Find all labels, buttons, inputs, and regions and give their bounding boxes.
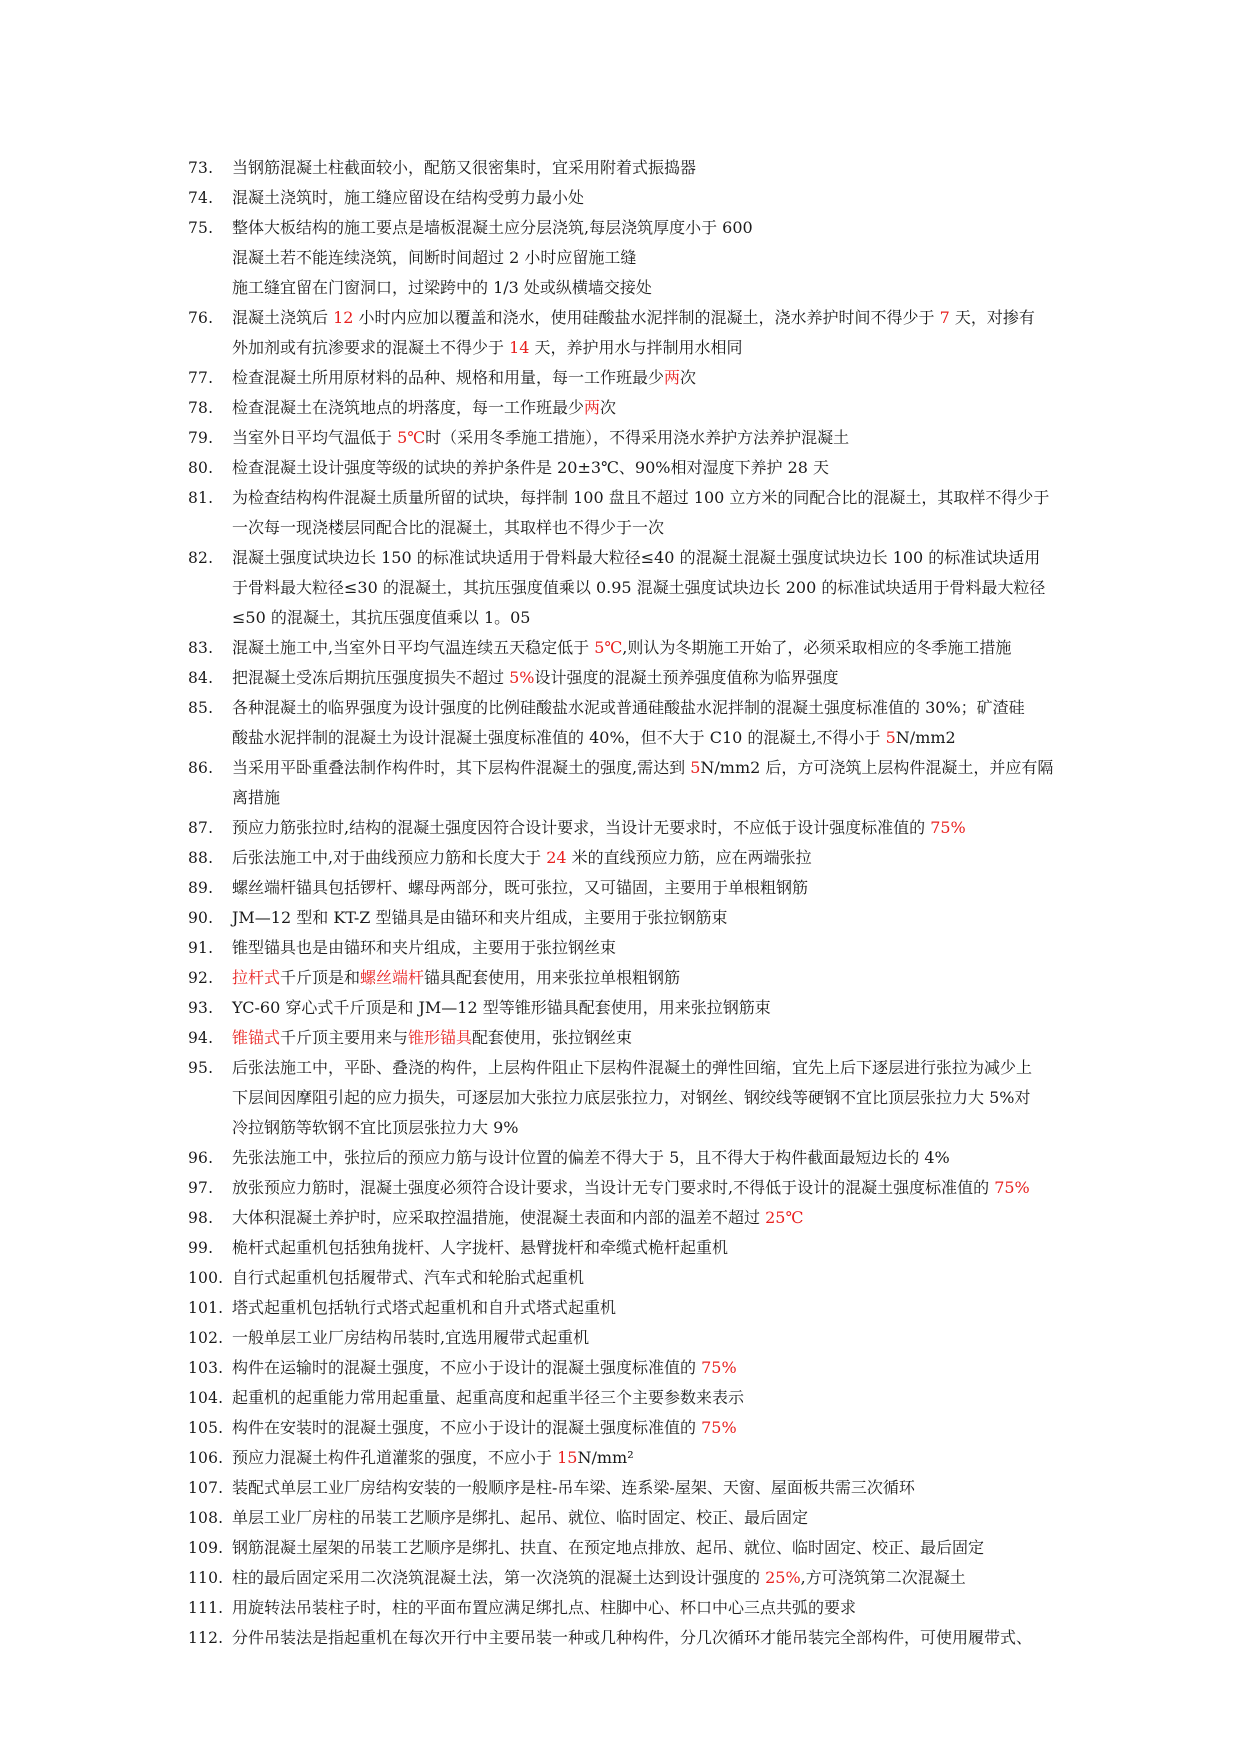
text-segment: 当室外日平均气温低于: [232, 428, 398, 447]
text-segment: 桅杆式起重机包括独角拢杆、人字拢杆、悬臂拢杆和牵缆式桅杆起重机: [232, 1238, 729, 1257]
text-segment: ,则认为冬期施工开始了，必须采取相应的冬季施工措施: [622, 638, 1012, 657]
list-item: [188, 213, 1188, 303]
text-segment: 设计强度的混凝土预养强度值称为临界强度: [534, 668, 839, 687]
list-item: [188, 1533, 1188, 1563]
text-segment: 酸盐水泥拌制的混凝土为设计混凝土强度标准值的 40%，但不大于 C10 的混凝土,不得小于: [232, 728, 886, 747]
text-line: [232, 993, 1188, 1023]
text-line: [232, 693, 1188, 723]
item-text: [232, 1413, 1188, 1443]
list-item: [188, 753, 1188, 813]
highlighted-value: 两: [664, 368, 681, 387]
item-text: [232, 1563, 1188, 1593]
item-number: 75.: [188, 219, 214, 237]
highlighted-value: 锥锚式: [232, 1028, 281, 1047]
item-number: 94.: [188, 1029, 214, 1047]
text-segment: 一般单层工业厂房结构吊装时,宜选用履带式起重机: [232, 1328, 590, 1347]
item-number: 102.: [188, 1329, 224, 1347]
item-number: 107.: [188, 1479, 224, 1497]
list-item: [188, 1293, 1188, 1323]
item-text: [232, 1203, 1188, 1233]
item-text: [232, 1143, 1188, 1173]
text-line: [232, 153, 1188, 183]
text-segment: N/mm2 后，方可浇筑上层构件混凝土，并应有隔: [700, 758, 1054, 777]
text-segment: 千斤顶是和: [280, 968, 361, 987]
text-segment: 先张法施工中，张拉后的预应力筋与设计位置的偏差不得大于 5，且不得大于构件截面最短边长的 4%: [232, 1148, 950, 1167]
text-line: [232, 303, 1188, 333]
list-item: [188, 1413, 1188, 1443]
text-line: [232, 213, 1188, 243]
text-segment: 下层间因摩阻引起的应力损失，可逐层加大张拉力底层张拉力，对钢丝、钢绞线等硬钢不宜比顶层张拉力大 5%对: [232, 1088, 1031, 1107]
text-segment: 检查混凝土在浇筑地点的坍落度，每一工作班最少: [232, 398, 585, 417]
item-number: 88.: [188, 849, 214, 867]
text-segment: 于骨料最大粒径≤30 的混凝土，其抗压强度值乘以 0.95 混凝土强度试块边长 200 的标准试块适用于骨料最大粒径: [232, 578, 1046, 597]
highlighted-value: 5℃: [594, 638, 623, 657]
text-segment: YC-60 穿心式千斤顶是和 JM—12 型等锥形锚具配套使用，用来张拉钢筋束: [232, 998, 771, 1017]
text-segment: 预应力混凝土构件孔道灌浆的强度，不应小于: [232, 1448, 558, 1467]
item-text: [232, 1293, 1188, 1323]
text-segment: 预应力筋张拉时,结构的混凝土强度因符合设计要求，当设计无要求时，不应低于设计强度标准值的: [232, 818, 931, 837]
item-text: [232, 663, 1188, 693]
highlighted-value: 75%: [930, 818, 966, 837]
highlighted-value: 拉杆式: [232, 968, 281, 987]
text-segment: 混凝土浇筑后: [232, 308, 334, 327]
text-segment: 螺丝端杆锚具包括锣杆、螺母两部分，既可张拉，又可锚固，主要用于单根粗钢筋: [232, 878, 809, 897]
text-segment: ,方可浇筑第二次混凝土: [800, 1568, 966, 1587]
text-segment: N/mm²: [577, 1448, 634, 1467]
text-line: [232, 1623, 1188, 1653]
text-segment: 后张法施工中，平卧、叠浇的构件，上层构件阻止下层构件混凝土的弹性回缩，宜先上后下逐层进行张拉为减少上: [232, 1058, 1033, 1077]
text-line: [232, 393, 1188, 423]
highlighted-value: 锥形锚具: [408, 1028, 473, 1047]
text-line: [232, 1083, 1188, 1113]
highlighted-value: 5℃: [397, 428, 426, 447]
text-line: [232, 1443, 1188, 1473]
text-line: [232, 753, 1188, 783]
text-segment: 外加剂或有抗渗要求的混凝土不得少于: [232, 338, 510, 357]
highlighted-value: 25%: [765, 1568, 801, 1587]
text-segment: 混凝土强度试块边长 150 的标准试块适用于骨料最大粒径≤40 的混凝土混凝土强度试块边长 100 的标准试块适用: [232, 548, 1041, 567]
list-item: [188, 1623, 1188, 1653]
text-line: [232, 423, 1188, 453]
item-text: [232, 1323, 1188, 1353]
item-number: 101.: [188, 1299, 224, 1317]
item-number: 100.: [188, 1269, 224, 1287]
text-segment: 用旋转法吊装柱子时，柱的平面布置应满足绑扎点、柱脚中心、杯口中心三点共弧的要求: [232, 1598, 857, 1617]
text-segment: 为检查结构构件混凝土质量所留的试块，每拌制 100 盘且不超过 100 立方米的同配合比的混凝土，其取样不得少于: [232, 488, 1050, 507]
text-line: [232, 1503, 1188, 1533]
text-line: [232, 1593, 1188, 1623]
text-segment: 塔式起重机包括轨行式塔式起重机和自升式塔式起重机: [232, 1298, 617, 1317]
item-text: [232, 993, 1188, 1023]
item-number: 98.: [188, 1209, 214, 1227]
item-number: 110.: [188, 1569, 224, 1587]
text-segment: 整体大板结构的施工要点是墙板混凝土应分层浇筑,每层浇筑厚度小于 600: [232, 218, 753, 237]
item-number: 90.: [188, 909, 214, 927]
item-text: [232, 933, 1188, 963]
text-segment: 天，对掺有: [949, 308, 1035, 327]
item-number: 108.: [188, 1509, 224, 1527]
item-text: [232, 303, 1188, 363]
list-item: [188, 183, 1188, 213]
text-segment: 检查混凝土设计强度等级的试块的养护条件是 20±3℃、90%相对湿度下养护 28 天: [232, 458, 830, 477]
item-text: [232, 543, 1188, 633]
item-text: [232, 633, 1188, 663]
list-item: [188, 153, 1188, 183]
text-line: [232, 1023, 1188, 1053]
item-text: [232, 1053, 1188, 1143]
text-segment: 起重机的起重能力常用起重量、起重高度和起重半径三个主要参数来表示: [232, 1388, 745, 1407]
item-text: [232, 423, 1188, 453]
list-item: [188, 1473, 1188, 1503]
item-number: 89.: [188, 879, 214, 897]
item-number: 74.: [188, 189, 214, 207]
list-item: [188, 693, 1188, 753]
text-segment: N/mm2: [895, 728, 956, 747]
text-segment: 当采用平卧重叠法制作构件时，其下层构件混凝土的强度,需达到: [232, 758, 691, 777]
item-text: [232, 1533, 1188, 1563]
text-segment: 次: [680, 368, 697, 387]
item-number: 83.: [188, 639, 214, 657]
text-line: [232, 633, 1188, 663]
item-number: 104.: [188, 1389, 224, 1407]
item-number: 85.: [188, 699, 214, 717]
item-number: 81.: [188, 489, 214, 507]
highlighted-value: 75%: [994, 1178, 1030, 1197]
text-line: [232, 1563, 1188, 1593]
item-text: [232, 963, 1188, 993]
list-item: [188, 873, 1188, 903]
list-item: [188, 1383, 1188, 1413]
highlighted-value: 螺丝端杆: [360, 968, 425, 987]
item-number: 93.: [188, 999, 214, 1017]
text-segment: 米的直线预应力筋，应在两端张拉: [566, 848, 812, 867]
text-segment: 离措施: [232, 788, 281, 807]
text-segment: 单层工业厂房柱的吊装工艺顺序是绑扎、起吊、就位、临时固定、校正、最后固定: [232, 1508, 809, 1527]
item-number: 80.: [188, 459, 214, 477]
item-text: [232, 483, 1188, 543]
text-segment: 千斤顶主要用来与: [280, 1028, 409, 1047]
item-text: [232, 1263, 1188, 1293]
item-number: 105.: [188, 1419, 224, 1437]
text-segment: 各种混凝土的临界强度为设计强度的比例硅酸盐水泥或普通硅酸盐水泥拌制的混凝土强度标准值的 30%；矿渣硅: [232, 698, 1025, 717]
item-text: [232, 393, 1188, 423]
text-segment: 锥型锚具也是由锚环和夹片组成，主要用于张拉钢丝束: [232, 938, 617, 957]
text-line: [232, 273, 1188, 303]
item-number: 77.: [188, 369, 214, 387]
item-text: [232, 213, 1188, 303]
list-item: [188, 453, 1188, 483]
text-line: [232, 483, 1188, 513]
highlighted-value: 5: [885, 728, 896, 747]
item-number: 111.: [188, 1599, 224, 1617]
list-item: [188, 1203, 1188, 1233]
highlighted-value: 75%: [701, 1358, 737, 1377]
item-text: [232, 1383, 1188, 1413]
text-line: [232, 1113, 1188, 1143]
text-segment: 放张预应力筋时，混凝土强度必须符合设计要求，当设计无专门要求时,不得低于设计的混凝土强度标准值的: [232, 1178, 995, 1197]
item-text: [232, 363, 1188, 393]
text-segment: 当钢筋混凝土柱截面较小，配筋又很密集时，宜采用附着式振捣器: [232, 158, 697, 177]
text-segment: JM—12 型和 KT-Z 型锚具是由锚环和夹片组成，主要用于张拉钢筋束: [232, 908, 728, 927]
item-text: [232, 1623, 1188, 1653]
highlighted-value: 25℃: [765, 1208, 804, 1227]
item-text: [232, 1233, 1188, 1263]
text-line: [232, 543, 1188, 573]
item-number: 97.: [188, 1179, 214, 1197]
text-segment: 冷拉钢筋等软钢不宜比顶层张拉力大 9%: [232, 1118, 519, 1137]
item-number: 112.: [188, 1629, 224, 1647]
list-item: [188, 843, 1188, 873]
item-number: 95.: [188, 1059, 214, 1077]
highlighted-value: 14: [509, 338, 530, 357]
text-line: [232, 1053, 1188, 1083]
item-number: 87.: [188, 819, 214, 837]
list-item: [188, 963, 1188, 993]
item-number: 76.: [188, 309, 214, 327]
list-item: [188, 993, 1188, 1023]
item-number: 91.: [188, 939, 214, 957]
text-segment: 天，养护用水与拌制用水相同: [529, 338, 743, 357]
text-segment: 检查混凝土所用原材料的品种、规格和用量，每一工作班最少: [232, 368, 665, 387]
text-segment: 柱的最后固定采用二次浇筑混凝土法，第一次浇筑的混凝土达到设计强度的: [232, 1568, 766, 1587]
list-item: [188, 1353, 1188, 1383]
list-item: [188, 813, 1188, 843]
text-line: [232, 903, 1188, 933]
text-line: [232, 1383, 1188, 1413]
text-line: [232, 873, 1188, 903]
text-segment: 分件吊装法是指起重机在每次开行中主要吊装一种或几种构件，分几次循环才能吊装完全部构件，可使用履带式、: [232, 1628, 1033, 1647]
list-item: [188, 903, 1188, 933]
item-number: 86.: [188, 759, 214, 777]
highlighted-value: 75%: [701, 1418, 737, 1437]
item-number: 103.: [188, 1359, 224, 1377]
text-line: [232, 363, 1188, 393]
list-item: [188, 1323, 1188, 1353]
list-item: [188, 423, 1188, 453]
text-line: [232, 783, 1188, 813]
item-number: 73.: [188, 159, 214, 177]
item-text: [232, 1023, 1188, 1053]
item-number: 79.: [188, 429, 214, 447]
highlighted-value: 12: [333, 308, 354, 327]
text-segment: 次: [600, 398, 617, 417]
text-segment: 把混凝土受冻后期抗压强度损失不超过: [232, 668, 510, 687]
text-segment: 混凝土若不能连续浇筑，间断时间超过 2 小时应留施工缝: [232, 248, 637, 267]
text-line: [232, 1263, 1188, 1293]
text-segment: 装配式单层工业厂房结构安装的一般顺序是柱-吊车梁、连系梁-屋架、天窗、屋面板共需三次循环: [232, 1478, 915, 1497]
item-text: [232, 873, 1188, 903]
text-segment: 配套使用，张拉钢丝束: [472, 1028, 633, 1047]
text-line: [232, 723, 1188, 753]
list-item: [188, 1053, 1188, 1143]
highlighted-value: 7: [939, 308, 950, 327]
list-item: [188, 633, 1188, 663]
list-item: [188, 1563, 1188, 1593]
item-number: 96.: [188, 1149, 214, 1167]
text-line: [232, 1293, 1188, 1323]
text-segment: 混凝土浇筑时，施工缝应留设在结构受剪力最小处: [232, 188, 585, 207]
text-segment: 混凝土施工中,当室外日平均气温连续五天稳定低于: [232, 638, 595, 657]
highlighted-value: 15: [557, 1448, 578, 1467]
text-line: [232, 1323, 1188, 1353]
text-line: [232, 963, 1188, 993]
text-line: [232, 1233, 1188, 1263]
item-number: 106.: [188, 1449, 224, 1467]
item-text: [232, 903, 1188, 933]
text-line: [232, 1473, 1188, 1503]
text-line: [232, 1173, 1188, 1203]
text-segment: 时（采用冬季施工措施），不得采用浇水养护方法养护混凝土: [425, 428, 850, 447]
highlighted-value: 5: [690, 758, 701, 777]
text-segment: 钢筋混凝土屋架的吊装工艺顺序是绑扎、扶直、在预定地点排放、起吊、就位、临时固定、校正、最后固定: [232, 1538, 985, 1557]
list-item: [188, 663, 1188, 693]
list-item: [188, 393, 1188, 423]
text-segment: 大体积混凝土养护时，应采取控温措施，使混凝土表面和内部的温差不超过: [232, 1208, 766, 1227]
item-number: 78.: [188, 399, 214, 417]
item-number: 99.: [188, 1239, 214, 1257]
item-text: [232, 1473, 1188, 1503]
list-item: [188, 1023, 1188, 1053]
text-segment: ≤50 的混凝土，其抗压强度值乘以 1。05: [232, 608, 531, 627]
item-text: [232, 693, 1188, 753]
item-text: [232, 453, 1188, 483]
text-line: [232, 183, 1188, 213]
list-item: [188, 1503, 1188, 1533]
text-line: [232, 1143, 1188, 1173]
item-text: [232, 753, 1188, 813]
text-segment: 施工缝宜留在门窗洞口，过梁跨中的 1/3 处或纵横墙交接处: [232, 278, 652, 297]
item-text: [232, 813, 1188, 843]
text-line: [232, 1203, 1188, 1233]
highlighted-value: 5%: [509, 668, 535, 687]
text-line: [232, 573, 1188, 603]
list-item: [188, 543, 1188, 633]
list-item: [188, 1443, 1188, 1473]
text-line: [232, 813, 1188, 843]
item-text: [232, 1353, 1188, 1383]
numbered-item-list: [188, 153, 1188, 1653]
text-segment: 小时内应加以覆盖和浇水，使用硅酸盐水泥拌制的混凝土，浇水养护时间不得少于: [353, 308, 940, 327]
text-line: [232, 513, 1188, 543]
list-item: [188, 483, 1188, 543]
item-text: [232, 153, 1188, 183]
list-item: [188, 1233, 1188, 1263]
item-text: [232, 1173, 1188, 1203]
item-text: [232, 1443, 1188, 1473]
list-item: [188, 1263, 1188, 1293]
list-item: [188, 1143, 1188, 1173]
item-text: [232, 1593, 1188, 1623]
list-item: [188, 933, 1188, 963]
item-number: 82.: [188, 549, 214, 567]
text-line: [232, 1353, 1188, 1383]
text-segment: 一次每一现浇楼层同配合比的混凝土，其取样也不得少于一次: [232, 518, 665, 537]
item-text: [232, 183, 1188, 213]
text-line: [232, 933, 1188, 963]
list-item: [188, 1593, 1188, 1623]
list-item: [188, 363, 1188, 393]
text-segment: 自行式起重机包括履带式、汽车式和轮胎式起重机: [232, 1268, 585, 1287]
list-item: [188, 1173, 1188, 1203]
text-line: [232, 663, 1188, 693]
item-number: 92.: [188, 969, 214, 987]
item-text: [232, 1503, 1188, 1533]
text-line: [232, 843, 1188, 873]
item-text: [232, 843, 1188, 873]
text-segment: 构件在安装时的混凝土强度，不应小于设计的混凝土强度标准值的: [232, 1418, 702, 1437]
highlighted-value: 24: [546, 848, 567, 867]
text-line: [232, 453, 1188, 483]
text-line: [232, 333, 1188, 363]
text-line: [232, 603, 1188, 633]
item-number: 84.: [188, 669, 214, 687]
text-segment: 后张法施工中,对于曲线预应力筋和长度大于: [232, 848, 547, 867]
text-line: [232, 243, 1188, 273]
highlighted-value: 两: [584, 398, 601, 417]
text-line: [232, 1533, 1188, 1563]
text-segment: 锚具配套使用，用来张拉单根粗钢筋: [424, 968, 681, 987]
text-line: [232, 1413, 1188, 1443]
item-number: 109.: [188, 1539, 224, 1557]
list-item: [188, 303, 1188, 363]
text-segment: 构件在运输时的混凝土强度，不应小于设计的混凝土强度标准值的: [232, 1358, 702, 1377]
